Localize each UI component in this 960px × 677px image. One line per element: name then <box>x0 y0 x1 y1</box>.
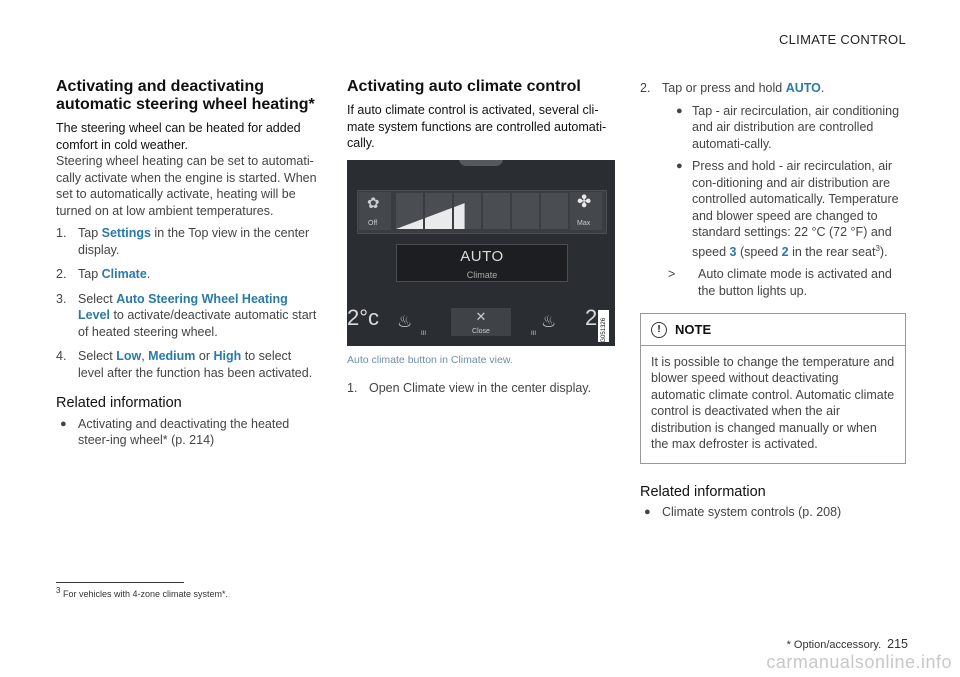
climate-term: Climate <box>101 267 147 281</box>
note-box <box>640 313 906 464</box>
medium-term: Medium <box>148 349 196 363</box>
step-list <box>640 80 906 299</box>
result-arrow-icon: > <box>668 267 676 282</box>
step-item: 4. Select Low, Medium or High to select level after the function has been activated. <box>56 349 313 380</box>
step-item: 3. Select Auto Steering Wheel Heating Level to activate/deactivate automatic start of heated steering wheel. <box>56 291 317 339</box>
page-number: 215 <box>887 637 908 651</box>
sub-list <box>676 103 906 261</box>
auto-heating-term: Auto Steering Wheel Heating Level <box>78 291 288 322</box>
option-note: * Option/accessory. <box>786 639 882 651</box>
heading-steering-heating: Activating and deactivating automatic steering wheel heating* <box>56 78 315 113</box>
figure-caption: Auto climate button in Climate view. <box>347 353 513 366</box>
lead-text: The steering wheel can be heated for added comfort in cold weather. <box>56 121 301 152</box>
bullet-icon: ● <box>60 417 67 430</box>
fan-segment[interactable] <box>483 193 510 229</box>
lead-text: If auto climate control is activated, several cli-mate system functions are controlled automati-cally. <box>347 103 607 150</box>
fan-segment[interactable] <box>512 193 539 229</box>
auto-climate-button[interactable]: AUTO Climate <box>396 244 568 282</box>
step-list <box>347 380 615 397</box>
fan-off-button[interactable]: ✿ Off <box>359 192 391 230</box>
temp-left[interactable]: 2°c <box>347 304 380 330</box>
fan-level-svg <box>395 193 569 229</box>
column-steering-heating <box>56 78 318 453</box>
info-icon: ! <box>651 322 667 338</box>
step-list <box>56 225 318 381</box>
related-link[interactable]: ● Climate system controls (p. 208) <box>644 505 842 520</box>
step-item: 2. Tap Climate. <box>56 267 151 281</box>
related-list <box>56 416 318 449</box>
bullet-icon: ● <box>676 160 683 172</box>
fan-segment[interactable] <box>541 193 568 229</box>
watermark: carmanualsonline.info <box>766 652 952 672</box>
related-heading: Related information <box>640 483 766 500</box>
result-text: > Auto climate mode is activated and the button lights up. <box>668 267 892 298</box>
step-item: 2. Tap or press and hold AUTO. ● Tap - air recirculation, air conditioning and air distribution are controlled automati-cally. ● Press and hold - air recirculation, air con-ditioning and air distribution are controlled automatically. Temperature and blower speed are changed to standard settings: 22 °C (72 °F) and speed 3 (speed 2 in the rear seat$^3$). > Auto climate mode is activated and the button lights up. <box>640 80 906 299</box>
figure-code-label: G051326 <box>598 310 609 342</box>
sub-item-tap: ● Tap - air recirculation, air conditioning and air distribution are controlled automati-cally. <box>676 103 900 151</box>
close-button[interactable]: ✕ Close <box>451 308 511 336</box>
related-heading: Related information <box>56 395 182 411</box>
climate-view-figure: ✿ Off ✤ Max AUTO Climate 2°c ♨ III ✕ Close III ♨ 2 G051326 <box>347 160 615 346</box>
bullet-icon: ● <box>644 506 651 519</box>
settings-term: Settings <box>101 226 151 240</box>
column-auto-climate-cont <box>640 80 906 525</box>
auto-term: AUTO <box>785 81 821 95</box>
heading-auto-climate: Activating auto climate control <box>347 78 581 95</box>
fan-max-icon: ✤ <box>577 191 592 211</box>
footnote-rule <box>56 582 184 583</box>
body-text: Steering wheel heating can be set to automati-cally activate when the engine is started. When set to automatically activate, heating will be turned on at low ambient temperatures. <box>56 154 317 218</box>
page-footer <box>787 637 908 651</box>
fan-max-button[interactable]: ✤ Max <box>570 192 602 230</box>
column-auto-climate <box>347 78 615 405</box>
top-handle <box>459 160 503 166</box>
high-term: High <box>213 349 242 363</box>
close-icon: ✕ <box>475 308 487 324</box>
fan-off-icon: ✿ <box>367 194 380 212</box>
sub-item-press-hold: ● Press and hold - air recirculation, air con-ditioning and air distribution are controlled automatically. Temperature and blower speed are changed to standard settings: 22 °C (72 °F) and speed 3 (speed 2 in the rear seat$^3$). <box>676 159 899 259</box>
low-term: Low <box>116 349 142 363</box>
step-item: 1. Tap Settings in the Top view in the center display. <box>56 226 310 257</box>
section-title: CLIMATE CONTROL <box>778 32 906 47</box>
footnote: $^3$ For vehicles with 4-zone climate system*. <box>56 586 229 599</box>
note-title: NOTE <box>675 322 712 338</box>
temp-right[interactable]: 2 <box>585 304 598 330</box>
bullet-icon: ● <box>676 104 683 117</box>
seat-heat-right-icon[interactable]: ♨ <box>541 311 557 331</box>
seat-heat-left-icon[interactable]: ♨ <box>397 311 413 331</box>
related-list <box>640 504 906 521</box>
step-item: 1. Open Climate view in the center display. <box>347 381 592 395</box>
note-body: It is possible to change the temperature and blower speed without deactivating automatic climate control. Automatic climate control is deactivated when the air distribution is changed manually or when the max defroster is activated. <box>651 354 895 452</box>
related-link[interactable]: ● Activating and deactivating the heated steer-ing wheel* (p. 214) <box>60 416 290 447</box>
